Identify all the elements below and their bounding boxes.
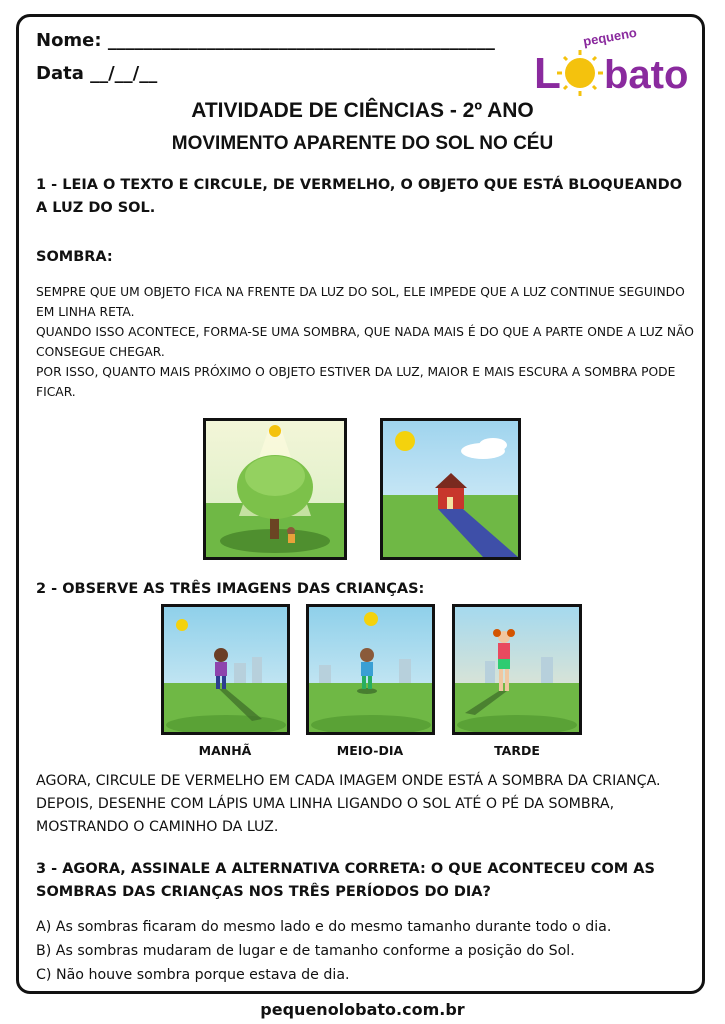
paragraph: QUANDO ISSO ACONTECE, FORMA-SE UMA SOMBRA, QUE NADA MAIS É DO QUE A PARTE ONDE A LUZ NÃO CONSEGUE CHEGAR. (36, 325, 694, 359)
question-3-title: 3 - AGORA, ASSINALE A ALTERNATIVA CORRETA: O QUE ACONTECEU COM AS SOMBRAS DAS CRIANÇAS NOS TRÊS PERÍODOS DO DIA? (36, 861, 655, 900)
footer-url: pequenolobato.com.br (260, 1000, 465, 1019)
caption-afternoon: TARDE (494, 743, 540, 758)
afternoon-child-image (452, 604, 582, 735)
tree-image (203, 418, 347, 560)
svg-text:bato: bato (604, 53, 689, 97)
paragraph: SEMPRE QUE UM OBJETO FICA NA FRENTE DA LUZ DO SOL, ELE IMPEDE QUE A LUZ CONTINUE SEGUINDO EM LINHA RETA. (36, 285, 685, 319)
question-2-title: 2 - OBSERVE AS TRÊS IMAGENS DAS CRIANÇAS: (36, 581, 425, 597)
caption-morning: MANHÃ (198, 743, 252, 758)
shadow-heading: SOMBRA: (36, 249, 113, 265)
house-image (380, 418, 521, 560)
option-a[interactable]: A) As sombras ficaram do mesmo lado e do mesmo tamanho durante todo o dia. (36, 919, 612, 935)
option-c[interactable]: C) Não houve sombra porque estava de dia. (36, 967, 350, 983)
question-1-line-2: A LUZ DO SOL. (36, 200, 156, 216)
date-field-label: Data __/__/__ (36, 63, 158, 84)
worksheet-title: ATIVIDADE DE CIÊNCIAS - 2º ANO (191, 99, 534, 122)
worksheet-subtitle: MOVIMENTO APARENTE DO SOL NO CÉU (171, 133, 554, 154)
question-1-line-1: 1 - LEIA O TEXTO E CIRCULE, DE VERMELHO, O OBJETO QUE ESTÁ BLOQUEANDO (36, 177, 683, 193)
answer-options (36, 915, 706, 987)
midday-child-image (306, 604, 435, 735)
shadow-text (36, 282, 701, 402)
svg-text:L: L (534, 49, 561, 98)
question-2-instruction: AGORA, CIRCULE DE VERMELHO EM CADA IMAGEM ONDE ESTÁ A SOMBRA DA CRIANÇA. DEPOIS, DESENHE COM LÁPIS UMA LINHA LIGANDO O SOL ATÉ O PÉ DA SOMBRA, MOSTRANDO O CAMINHO DA LUZ. (36, 773, 661, 835)
morning-child-image (161, 604, 290, 735)
paragraph: POR ISSO, QUANTO MAIS PRÓXIMO O OBJETO ESTIVER DA LUZ, MAIOR E MAIS ESCURA A SOMBRA PODE FICAR. (36, 365, 676, 399)
caption-midday: MEIO-DIA (336, 743, 404, 758)
svg-text:pequeno: pequeno (581, 28, 638, 49)
worksheet-border (16, 14, 705, 994)
name-field-label: Nome: ___________________________________________ (36, 30, 495, 51)
option-b[interactable]: B) As sombras mudaram de lugar e de tamanho conforme a posição do Sol. (36, 943, 575, 959)
pequeno-lobato-logo (534, 28, 704, 100)
question-1-title (36, 174, 696, 220)
